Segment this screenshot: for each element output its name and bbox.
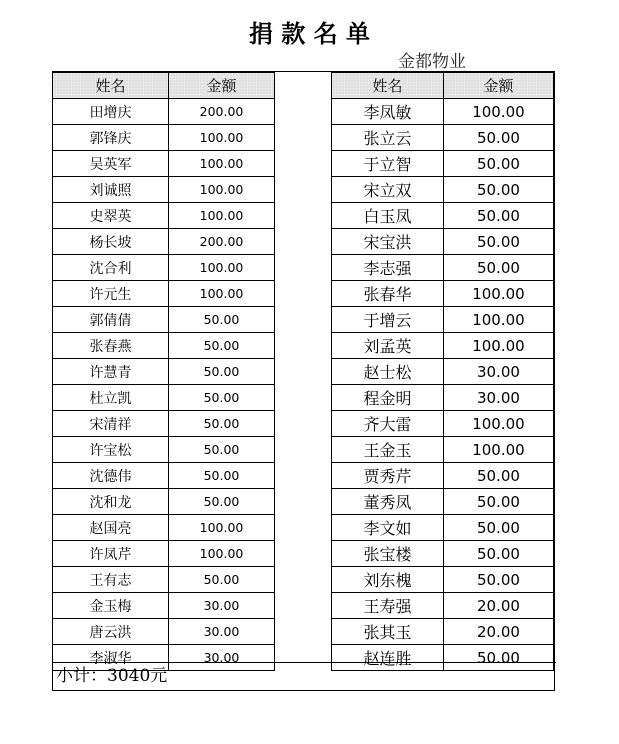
donation-amount: 200.00 — [169, 99, 275, 125]
table-row — [53, 463, 275, 489]
donor-name: 赵国亮 — [53, 515, 169, 541]
donation-amount: 100.00 — [169, 515, 275, 541]
table-row — [53, 437, 275, 463]
donor-name: 白玉凤 — [332, 203, 444, 229]
donation-amount: 50.00 — [169, 307, 275, 333]
donation-amount: 100.00 — [443, 281, 553, 307]
donation-amount: 30.00 — [169, 593, 275, 619]
name-header: 姓名 — [332, 73, 444, 99]
table-row — [332, 177, 554, 203]
donation-amount: 50.00 — [169, 489, 275, 515]
donor-name: 李志强 — [332, 255, 444, 281]
organization-name: 金都物业 — [398, 52, 466, 72]
header-row — [53, 73, 275, 99]
donor-name: 宋宝洪 — [332, 229, 444, 255]
donor-name: 于增云 — [332, 307, 444, 333]
donation-amount: 50.00 — [443, 541, 553, 567]
donation-amount: 100.00 — [169, 281, 275, 307]
donation-amount: 100.00 — [169, 177, 275, 203]
amount-header: 金额 — [169, 73, 275, 99]
table-row — [53, 333, 275, 359]
donation-amount: 30.00 — [443, 385, 553, 411]
donor-name: 金玉梅 — [53, 593, 169, 619]
donation-amount: 100.00 — [169, 151, 275, 177]
table-row — [53, 229, 275, 255]
table-row — [332, 281, 554, 307]
donor-name: 刘诚照 — [53, 177, 169, 203]
donor-rows-left — [53, 99, 275, 671]
donor-name: 王寿强 — [332, 593, 444, 619]
donor-table-right — [331, 72, 554, 671]
donor-name: 王有志 — [53, 567, 169, 593]
donation-amount: 50.00 — [443, 177, 553, 203]
table-row — [332, 229, 554, 255]
name-header: 姓名 — [53, 73, 169, 99]
donor-name: 杜立凯 — [53, 385, 169, 411]
table-row — [332, 541, 554, 567]
donation-amount: 50.00 — [443, 515, 553, 541]
donation-amount: 100.00 — [443, 437, 553, 463]
table-row — [53, 307, 275, 333]
table-row — [53, 619, 275, 645]
table-row — [332, 489, 554, 515]
table-row — [332, 203, 554, 229]
table-row — [332, 151, 554, 177]
donor-name: 贾秀芹 — [332, 463, 444, 489]
donation-amount: 20.00 — [443, 619, 553, 645]
donation-amount: 50.00 — [443, 645, 553, 671]
donation-amount: 50.00 — [443, 567, 553, 593]
donor-table-left — [52, 72, 275, 671]
donor-name: 李淑华 — [53, 645, 169, 671]
donor-name: 田增庆 — [53, 99, 169, 125]
donation-amount: 50.00 — [169, 359, 275, 385]
donation-amount: 50.00 — [443, 255, 553, 281]
table-row — [53, 489, 275, 515]
donation-amount: 100.00 — [169, 203, 275, 229]
donor-name: 李凤敏 — [332, 99, 444, 125]
donor-name: 许慧青 — [53, 359, 169, 385]
donation-amount: 100.00 — [443, 307, 553, 333]
donation-amount: 30.00 — [169, 645, 275, 671]
donor-name: 郭倩倩 — [53, 307, 169, 333]
table-row — [53, 541, 275, 567]
table-row — [332, 255, 554, 281]
donor-name: 郭锋庆 — [53, 125, 169, 151]
donor-name: 刘孟英 — [332, 333, 444, 359]
donor-name: 沈合利 — [53, 255, 169, 281]
donor-name: 董秀凤 — [332, 489, 444, 515]
donation-amount: 20.00 — [443, 593, 553, 619]
donor-name: 李文如 — [332, 515, 444, 541]
donor-name: 刘东槐 — [332, 567, 444, 593]
donation-amount: 50.00 — [443, 463, 553, 489]
table-row — [332, 567, 554, 593]
table-row — [53, 411, 275, 437]
donation-amount: 100.00 — [443, 411, 553, 437]
page-title: 捐 款 名 单 — [248, 20, 371, 48]
table-row — [332, 411, 554, 437]
table-row — [53, 99, 275, 125]
donor-name: 宋清祥 — [53, 411, 169, 437]
table-row — [332, 359, 554, 385]
donation-amount: 50.00 — [443, 489, 553, 515]
donation-amount: 50.00 — [169, 411, 275, 437]
table-row — [53, 515, 275, 541]
donor-name: 许凤芹 — [53, 541, 169, 567]
donor-name: 吴英军 — [53, 151, 169, 177]
donor-name: 赵连胜 — [332, 645, 444, 671]
table-row — [53, 593, 275, 619]
table-row — [53, 203, 275, 229]
donor-name: 张宝楼 — [332, 541, 444, 567]
amount-header: 金额 — [443, 73, 553, 99]
donor-name: 张春华 — [332, 281, 444, 307]
donor-name: 许元生 — [53, 281, 169, 307]
donor-name: 于立智 — [332, 151, 444, 177]
table-row — [332, 619, 554, 645]
donor-name: 宋立双 — [332, 177, 444, 203]
donor-name: 张其玉 — [332, 619, 444, 645]
table-row — [332, 385, 554, 411]
donation-amount: 50.00 — [169, 437, 275, 463]
table-row — [53, 255, 275, 281]
donor-name: 许宝松 — [53, 437, 169, 463]
donor-name: 程金明 — [332, 385, 444, 411]
donor-name: 沈和龙 — [53, 489, 169, 515]
table-row — [53, 151, 275, 177]
table-row — [53, 281, 275, 307]
table-row — [53, 177, 275, 203]
donation-amount: 50.00 — [443, 125, 553, 151]
donor-name: 赵士松 — [332, 359, 444, 385]
table-row — [53, 125, 275, 151]
donation-amount: 100.00 — [169, 255, 275, 281]
donor-name: 张立云 — [332, 125, 444, 151]
donation-amount: 100.00 — [443, 99, 553, 125]
donation-amount: 30.00 — [443, 359, 553, 385]
donation-amount: 50.00 — [169, 567, 275, 593]
donation-amount: 100.00 — [443, 333, 553, 359]
table-row — [332, 515, 554, 541]
donor-rows-right — [332, 99, 554, 671]
donor-name: 唐云洪 — [53, 619, 169, 645]
subtotal: 小计：3040元 — [53, 662, 556, 690]
donation-amount: 50.00 — [169, 463, 275, 489]
donor-name: 杨长坡 — [53, 229, 169, 255]
donor-name: 齐大雷 — [332, 411, 444, 437]
donation-amount: 50.00 — [169, 333, 275, 359]
donor-name: 张春燕 — [53, 333, 169, 359]
donor-name: 史翠英 — [53, 203, 169, 229]
table-row — [332, 593, 554, 619]
header-row — [332, 73, 554, 99]
donation-amount: 100.00 — [169, 541, 275, 567]
donation-amount: 100.00 — [169, 125, 275, 151]
table-row — [332, 333, 554, 359]
table-row — [53, 567, 275, 593]
table-row — [53, 359, 275, 385]
table-row — [332, 307, 554, 333]
donation-amount: 200.00 — [169, 229, 275, 255]
donor-name: 王金玉 — [332, 437, 444, 463]
table-row — [332, 463, 554, 489]
donation-sheet — [52, 71, 555, 691]
table-row — [332, 437, 554, 463]
donation-amount: 50.00 — [443, 229, 553, 255]
donation-amount: 50.00 — [443, 203, 553, 229]
donation-amount: 50.00 — [169, 385, 275, 411]
donation-amount: 30.00 — [169, 619, 275, 645]
donation-amount: 50.00 — [443, 151, 553, 177]
table-row — [332, 125, 554, 151]
table-row — [332, 99, 554, 125]
table-row — [53, 385, 275, 411]
donor-name: 沈德伟 — [53, 463, 169, 489]
